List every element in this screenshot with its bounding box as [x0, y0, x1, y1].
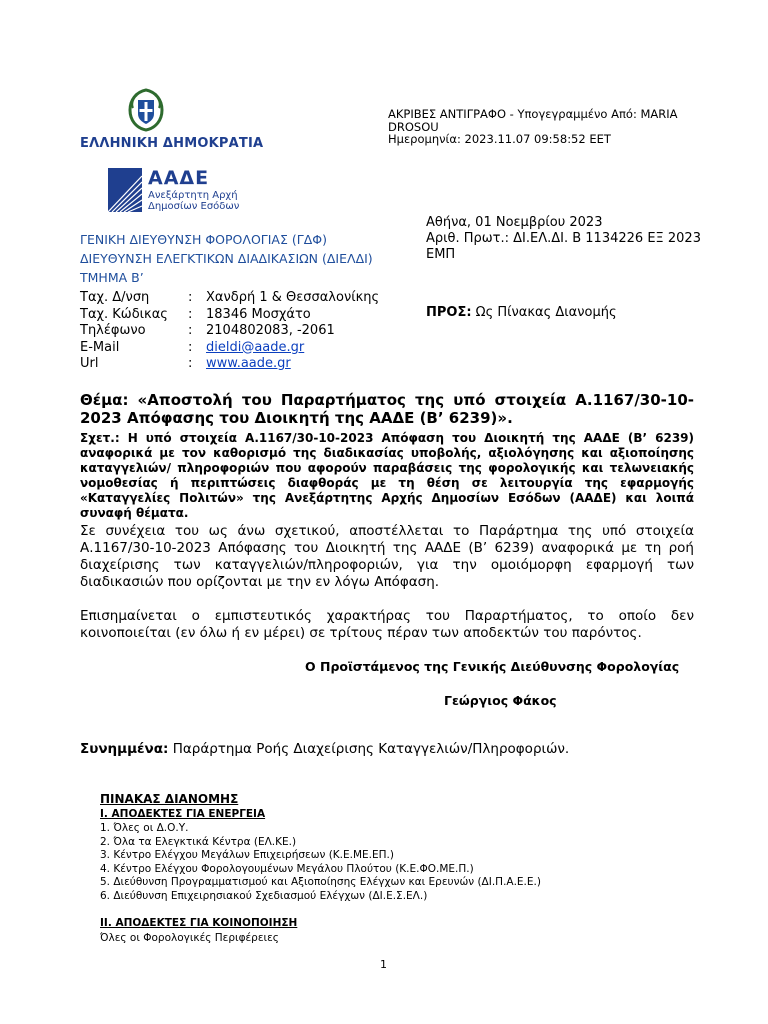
date-line: Αθήνα, 01 Νοεμβρίου 2023: [426, 215, 603, 230]
aade-title: ΑΑΔΕ: [148, 167, 210, 189]
contact-value: 2104802083, -2061: [206, 323, 335, 338]
republic-label: ΕΛΛΗΝΙΚΗ ΔΗΜΟΚΡΑΤΙΑ: [80, 136, 264, 151]
distribution-title: ΠΙΝΑΚΑΣ ΔΙΑΝΟΜΗΣ: [100, 792, 239, 806]
website-link[interactable]: www.aade.gr: [206, 356, 291, 371]
distribution-section-1: Ι. ΑΠΟΔΕΚΤΕΣ ΓΙΑ ΕΝΕΡΓΕΙΑ: [100, 808, 266, 820]
greek-coat-of-arms-logo: [122, 86, 170, 134]
aade-subtitle: [148, 190, 239, 212]
contact-key: Ταχ. Κώδικας: [80, 306, 168, 322]
recipient-line: [426, 305, 617, 320]
body-paragraph-1: Σε συνέχεια του ως άνω σχετικού, αποστέλλεται το Παράρτημα της υπό στοιχεία Α.1167/30-10-2023 Απόφασης του Διοικητή της ΑΑΔΕ (Β’ 6239) αναφορικά με τη ροή διαχείρισης των καταγγελιών/πληροφοριών, για την ομοιόμορφη εφαρμογή των διαδικασιών που ορίζονται με την εν λόγω Απόφαση.: [80, 523, 694, 590]
attachments-value: Παράρτημα Ροής Διαχείρισης Καταγγελιών/Πληροφοριών.: [168, 741, 570, 757]
contact-value: 18346 Μοσχάτο: [206, 306, 311, 322]
contact-value: Χανδρή 1 & Θεσσαλονίκης: [206, 290, 380, 305]
contact-details: [80, 290, 379, 373]
copy-line-1: ΑΚΡΙΒΕΣ ΑΝΤΙΓΡΑΦΟ - Υπογεγραμμένο Από: MARIA: [388, 107, 678, 121]
list-item: 3. Κέντρο Ελέγχου Μεγάλων Επιχειρήσεων (Κ.Ε.ΜΕ.ΕΠ.): [100, 849, 394, 861]
department-line-1: ΓΕΝΙΚΗ ΔΙΕΥΘΥΝΣΗ ΦΟΡΟΛΟΓΙΑΣ (ΓΔΦ): [80, 232, 327, 247]
subject-heading: Θέμα: «Αποστολή του Παραρτήματος της υπό στοιχεία Α.1167/30-10-2023 Απόφασης του Διοικητή της ΑΑΔΕ (Β’ 6239)».: [80, 391, 694, 427]
department-line-2: ΔΙΕΥΘΥΝΣΗ ΕΛΕΓΚΤΙΚΩΝ ΔΙΑΔΙΚΑΣΙΩΝ (ΔΙΕΛΔΙ): [80, 251, 373, 266]
recipient-value: Ως Πίνακας Διανομής: [471, 305, 617, 320]
list-item: 4. Κέντρο Ελέγχου Φορολογουμένων Μεγάλου Πλούτου (Κ.Ε.ΦΟ.ΜΕ.Π.): [100, 862, 474, 875]
contact-row-address: Ταχ. Δ/νση : Χανδρή 1 & Θεσσαλονίκης: [80, 290, 380, 305]
distribution-section-2: ΙΙ. ΑΠΟΔΕΚΤΕΣ ΓΙΑ ΚΟΙΝΟΠΟΙΗΣΗ: [100, 917, 298, 929]
contact-row-url: Url : www.aade.gr: [80, 356, 291, 371]
distribution-list: [100, 822, 541, 903]
contact-row-postcode: Ταχ. Κώδικας : 18346 Μοσχάτο: [80, 306, 311, 322]
date-protocol-block: [426, 215, 726, 263]
contact-key: Url: [80, 356, 99, 371]
department-line-3: ΤΜΗΜΑ Β’: [80, 270, 144, 285]
aade-sub-line-1: Ανεξάρτητη Αρχή: [148, 190, 238, 201]
list-item: 1. Όλες οι Δ.Ο.Υ.: [100, 822, 189, 834]
contact-key: Ταχ. Δ/νση: [80, 290, 150, 305]
recipient-label: ΠΡΟΣ:: [426, 305, 472, 320]
attachments-line: [80, 741, 569, 757]
page-number: 1: [380, 958, 387, 971]
related-reference: Σχετ.: Η υπό στοιχεία Α.1167/30-10-2023 Απόφαση του Διοικητή της ΑΑΔΕ (Β’ 6239) αναφορικά με τον καθορισμό της διαδικασίας υποβολής, αξιολόγησης και αξιοποίησης καταγγελιών/ πληροφοριών που αφορούν παραβάσεις της φορολογικής και τελωνειακής νομοθεσίας ή περιπτώσεις διαφθοράς με τη θέση σε λειτουργία της εφαρμογής «Καταγγελίες Πολιτών» της Ανεξάρτητης Αρχής Δημοσίων Εσόδων (ΑΑΔΕ) και λοιπά συναφή θέματα.: [80, 431, 694, 520]
contact-key: Τηλέφωνο: [80, 323, 146, 338]
list-item: 2. Όλα τα Ελεγκτικά Κέντρα (ΕΛ.ΚΕ.): [100, 835, 297, 848]
contact-row-email: E-Mail : dieldi@aade.gr: [80, 339, 305, 355]
list-item: 6. Διεύθυνση Επιχειρησιακού Σχεδιασμού Ελέγχων (ΔΙ.Ε.Σ.ΕΛ.): [100, 889, 428, 902]
aade-sub-line-2: Δημοσίων Εσόδων: [148, 201, 240, 212]
distribution-section-2-text: Όλες οι Φορολογικές Περιφέρειες: [100, 932, 279, 944]
signatory-title: Ο Προϊστάμενος της Γενικής Διεύθυνσης Φορολογίας: [305, 659, 680, 674]
contact-key: E-Mail: [80, 339, 120, 355]
protocol-line-2: ΕΜΠ: [426, 247, 456, 262]
signatory-name: Γεώργιος Φάκος: [444, 693, 557, 708]
aade-logo-icon: [108, 168, 142, 212]
body-paragraph-2: Επισημαίνεται ο εμπιστευτικός χαρακτήρας του Παραρτήματος, το οποίο δεν κοινοποιείται (εν όλω ή εν μέρει) σε τρίτους πέραν των αποδεκτών του παρόντος.: [80, 608, 694, 641]
certified-copy-stamp: [388, 108, 728, 146]
copy-line-2: DROSOU: [388, 119, 439, 134]
attachments-label: Συνημμένα:: [80, 741, 169, 757]
email-link[interactable]: dieldi@aade.gr: [206, 339, 305, 355]
list-item: 5. Διεύθυνση Προγραμματισμού και Αξιοποίησης Ελέγχων και Ερευνών (ΔΙ.Π.Α.Ε.Ε.): [100, 876, 541, 888]
protocol-line: Αριθ. Πρωτ.: ΔΙ.ΕΛ.ΔΙ. Β 1134226 ΕΞ 2023: [426, 231, 701, 246]
contact-row-phone: Τηλέφωνο : 2104802083, -2061: [80, 323, 335, 338]
copy-line-3: Ημερομηνία: 2023.11.07 09:58:52 EET: [388, 132, 611, 146]
